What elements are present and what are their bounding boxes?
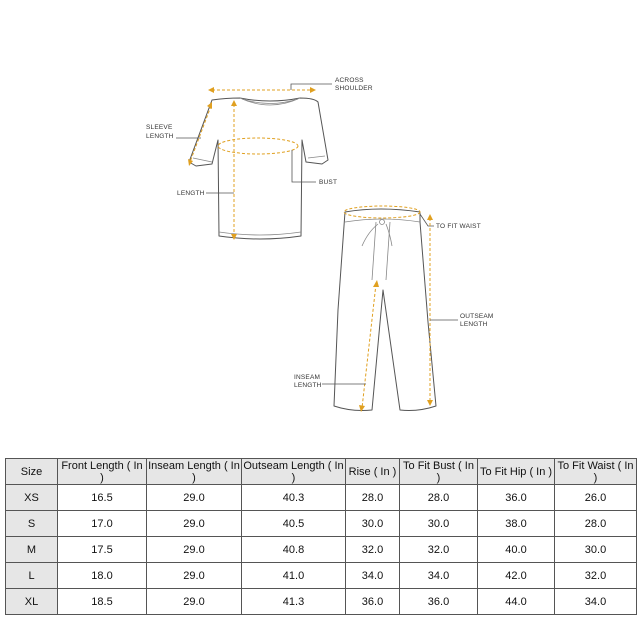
size-cell: S — [6, 511, 58, 537]
table-cell: 36.0 — [346, 589, 400, 615]
svg-text:TO FIT WAIST: TO FIT WAIST — [436, 223, 481, 230]
size-cell: XL — [6, 589, 58, 615]
table-row — [6, 485, 637, 511]
label-outseam-length — [460, 313, 494, 328]
svg-text:SLEEVE: SLEEVE — [146, 124, 173, 131]
table-cell: 36.0 — [400, 589, 478, 615]
size-cell: L — [6, 563, 58, 589]
table-cell: 28.0 — [400, 485, 478, 511]
table-row — [6, 589, 637, 615]
label-to-fit-waist — [436, 223, 481, 230]
table-cell: 40.5 — [242, 511, 346, 537]
label-bust — [319, 179, 337, 186]
pants-illustration — [334, 209, 436, 411]
table-cell: 34.0 — [346, 563, 400, 589]
table-row — [6, 511, 637, 537]
table-cell: 41.0 — [242, 563, 346, 589]
header-size: Size — [6, 459, 58, 485]
table-cell: 29.0 — [147, 589, 242, 615]
size-cell: XS — [6, 485, 58, 511]
tshirt-illustration — [189, 98, 328, 239]
table-cell: 29.0 — [147, 537, 242, 563]
label-length — [177, 190, 205, 197]
size-chart-table — [5, 458, 637, 615]
table-cell: 40.0 — [478, 537, 555, 563]
svg-text:BUST: BUST — [319, 179, 338, 186]
header-to-fit-hip: To Fit Hip ( In ) — [478, 459, 555, 485]
table-cell: 36.0 — [478, 485, 555, 511]
header-rise: Rise ( In ) — [346, 459, 400, 485]
svg-text:LENGTH: LENGTH — [294, 382, 322, 389]
header-to-fit-bust: To Fit Bust ( In ) — [400, 459, 478, 485]
table-cell: 32.0 — [400, 537, 478, 563]
table-cell: 28.0 — [555, 511, 637, 537]
header-to-fit-waist: To Fit Waist ( In ) — [555, 459, 637, 485]
svg-text:LENGTH: LENGTH — [177, 190, 205, 197]
svg-text:OUTSEAM: OUTSEAM — [460, 313, 494, 320]
size-cell: M — [6, 537, 58, 563]
table-header-row — [6, 459, 637, 485]
table-cell: 30.0 — [400, 511, 478, 537]
table-cell: 16.5 — [58, 485, 147, 511]
table-cell: 34.0 — [400, 563, 478, 589]
svg-text:ACROSS: ACROSS — [335, 77, 364, 84]
table-cell: 44.0 — [478, 589, 555, 615]
table-cell: 42.0 — [478, 563, 555, 589]
table-cell: 32.0 — [346, 537, 400, 563]
table-cell: 18.5 — [58, 589, 147, 615]
svg-text:INSEAM: INSEAM — [294, 374, 321, 381]
table-cell: 29.0 — [147, 485, 242, 511]
svg-text:SHOULDER: SHOULDER — [335, 85, 373, 92]
table-row — [6, 563, 637, 589]
table-cell: 28.0 — [346, 485, 400, 511]
header-front-length: Front Length ( In ) — [58, 459, 147, 485]
table-cell: 29.0 — [147, 511, 242, 537]
table-cell: 17.5 — [58, 537, 147, 563]
table-cell: 29.0 — [147, 563, 242, 589]
table-cell: 41.3 — [242, 589, 346, 615]
svg-text:LENGTH: LENGTH — [460, 321, 488, 328]
table-cell: 30.0 — [555, 537, 637, 563]
header-inseam-length: Inseam Length ( In ) — [148, 459, 240, 484]
header-outseam-length: Outseam Length ( In ) — [243, 459, 344, 484]
table-cell: 18.0 — [58, 563, 147, 589]
svg-text:LENGTH: LENGTH — [146, 133, 174, 140]
table-cell: 30.0 — [346, 511, 400, 537]
table-cell: 34.0 — [555, 589, 637, 615]
table-cell: 26.0 — [555, 485, 637, 511]
table-cell: 32.0 — [555, 563, 637, 589]
table-cell: 40.3 — [242, 485, 346, 511]
label-across-shoulder — [335, 77, 373, 92]
label-inseam-length — [294, 374, 322, 389]
table-row — [6, 537, 637, 563]
table-cell: 17.0 — [58, 511, 147, 537]
table-cell: 38.0 — [478, 511, 555, 537]
table-cell: 40.8 — [242, 537, 346, 563]
label-sleeve-length — [146, 124, 174, 140]
